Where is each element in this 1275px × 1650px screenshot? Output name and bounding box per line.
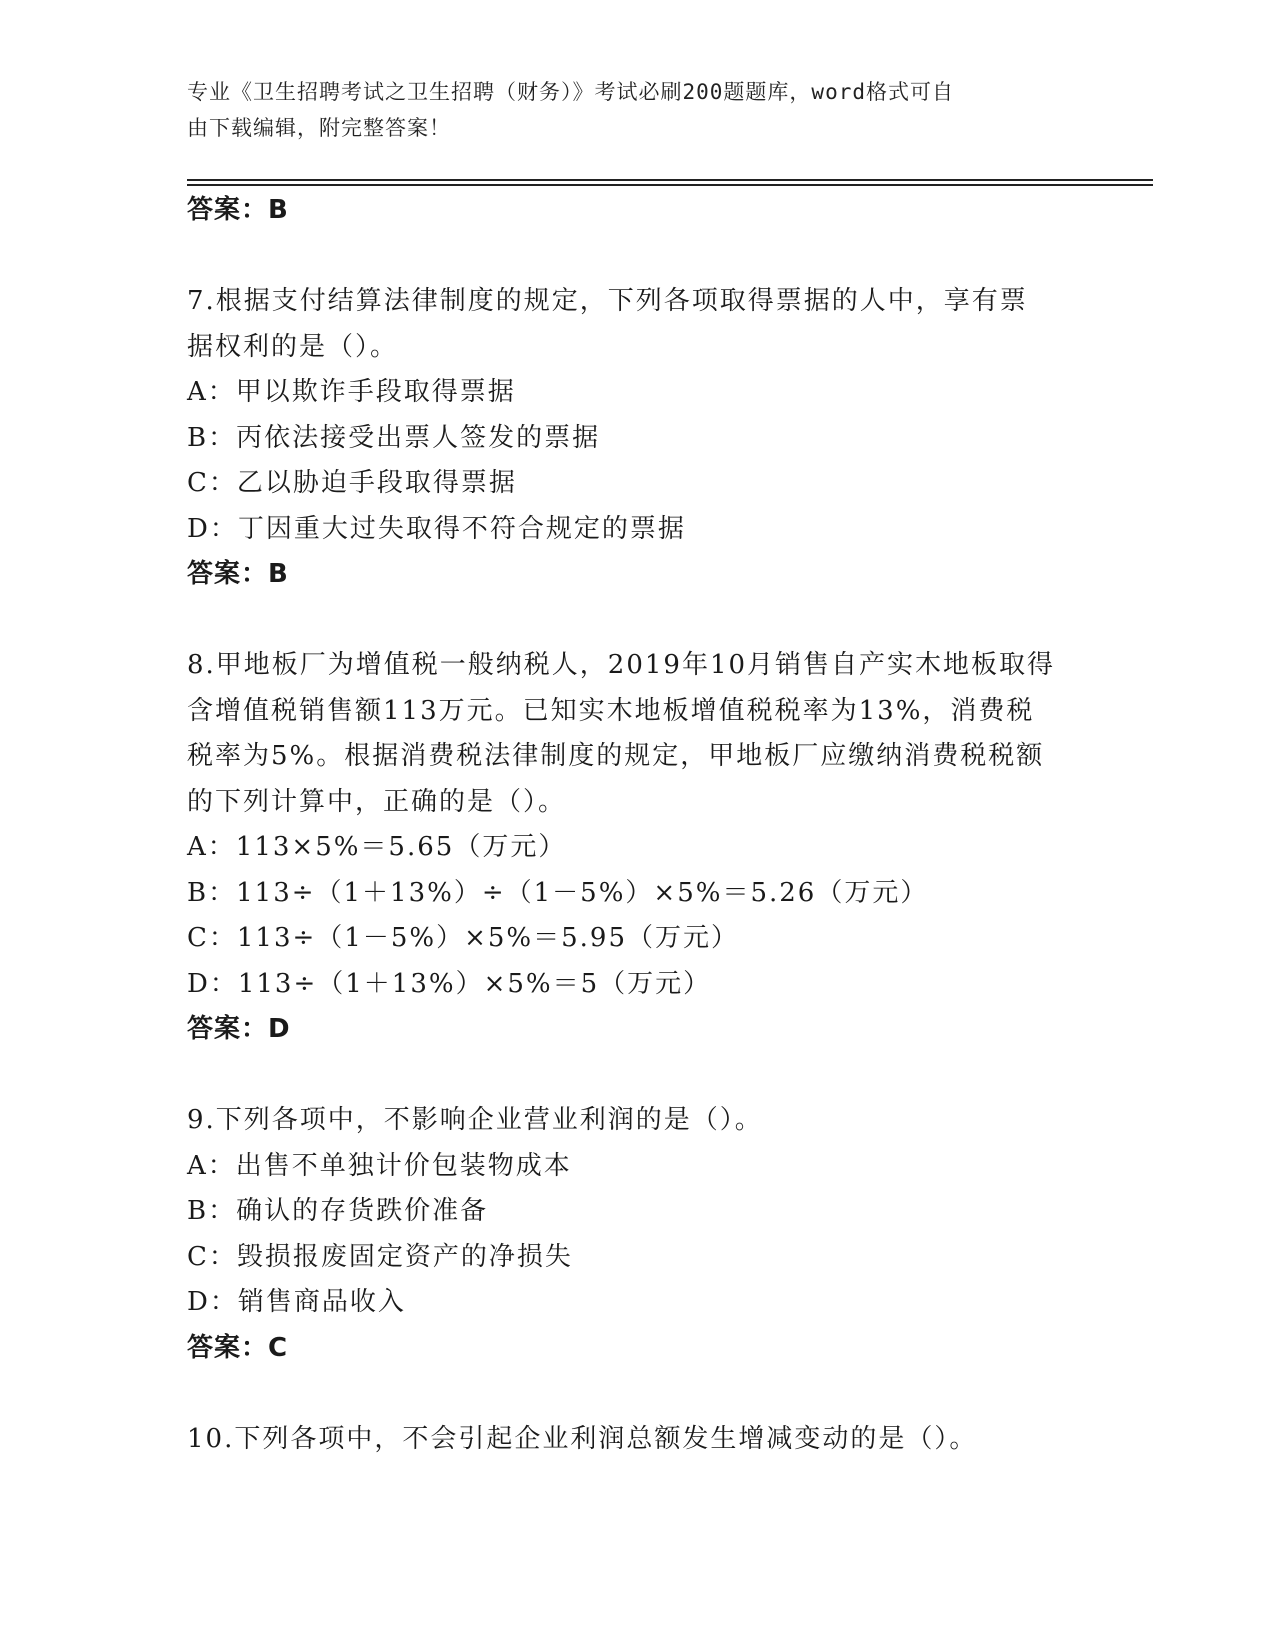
answer: 答案：B <box>187 559 289 589</box>
option-a: A：113×5%＝5.65（万元） <box>187 832 567 862</box>
header-line-2: 由下载编辑，附完整答案！ <box>187 116 451 140</box>
spacer <box>187 1371 1087 1417</box>
option-b: B：确认的存货跌价准备 <box>187 1196 489 1226</box>
question-stem-line: 7.根据支付结算法律制度的规定，下列各项取得票据的人中，享有票 <box>187 286 1028 316</box>
question-stem-line: 税率为5%。根据消费税法律制度的规定，甲地板厂应缴纳消费税税额 <box>187 741 1045 771</box>
spacer <box>187 1053 1087 1099</box>
question-stem-line: 据权利的是（）。 <box>187 331 399 362</box>
question-10 <box>187 1417 1087 1463</box>
previous-answer: 答案：B <box>187 195 289 225</box>
question-list <box>187 188 1087 1462</box>
question-stem-line: 10.下列各项中，不会引起企业利润总额发生增减变动的是（）。 <box>187 1423 978 1454</box>
option-d: D：丁因重大过失取得不符合规定的票据 <box>187 513 686 544</box>
answer: 答案：C <box>187 1332 289 1363</box>
answer: 答案：D <box>187 1014 291 1044</box>
spacer <box>187 234 1087 280</box>
option-d: D：销售商品收入 <box>187 1287 406 1317</box>
option-c: C：113÷（1－5%）×5%＝5.95（万元） <box>187 923 740 953</box>
question-stem-line: 的下列计算中，正确的是（）。 <box>187 786 567 817</box>
header-rule-bottom <box>187 184 1153 186</box>
question-stem-line: 9.下列各项中，不影响企业营业利润的是（）。 <box>187 1105 763 1135</box>
question-9 <box>187 1098 1087 1371</box>
option-c: C：毁损报废固定资产的净损失 <box>187 1241 573 1272</box>
option-d: D：113÷（1＋13%）×5%＝5（万元） <box>187 968 712 999</box>
option-a: A：出售不单独计价包装物成本 <box>187 1150 572 1181</box>
option-b: B：丙依法接受出票人签发的票据 <box>187 422 601 453</box>
spacer <box>187 598 1087 644</box>
header-line-1: 专业《卫生招聘考试之卫生招聘（财务）》考试必刷200题题库，word格式可自 <box>187 80 954 104</box>
header-rule-top <box>187 179 1153 181</box>
option-b: B：113÷（1＋13%）÷（1－5%）×5%＝5.26（万元） <box>187 877 929 908</box>
question-7 <box>187 279 1087 598</box>
question-stem-line: 8.甲地板厂为增值税一般纳税人，2019年10月销售自产实木地板取得 <box>187 650 1056 680</box>
option-a: A：甲以欺诈手段取得票据 <box>187 377 516 407</box>
question-stem-line: 含增值税销售额113万元。已知实木地板增值税税率为13%，消费税 <box>187 695 1035 726</box>
question-8 <box>187 643 1087 1053</box>
document-header <box>187 74 1067 146</box>
option-c: C：乙以胁迫手段取得票据 <box>187 468 517 498</box>
